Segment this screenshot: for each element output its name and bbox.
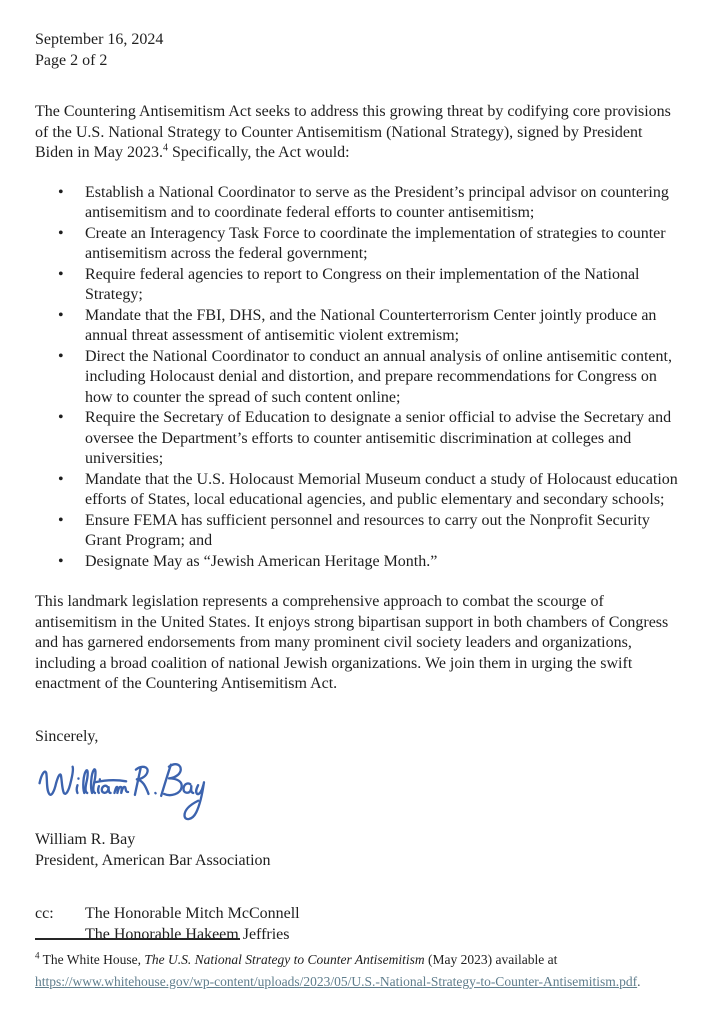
cc-recipient: The Honorable Mitch McConnell bbox=[85, 905, 300, 922]
footnote bbox=[35, 938, 684, 992]
footnote-number: 4 bbox=[35, 950, 40, 961]
cc-label: cc: bbox=[35, 905, 54, 922]
intro-text-after-ref: Specifically, the Act would: bbox=[168, 144, 350, 161]
list-item: • Require the Secretary of Education to designate a senior official to advise the Secretary and oversee the Department’s efforts to counter antisemitic discrimination at colleges and universities; bbox=[35, 408, 684, 470]
list-item: • Establish a National Coordinator to serve as the President’s principal advisor on countering antisemitism and to coordinate federal efforts to counter antisemitism; bbox=[35, 183, 684, 224]
page-number: Page 2 of 2 bbox=[35, 51, 108, 69]
cc-recipient: The Honorable Hakeem Jeffries bbox=[85, 925, 290, 943]
signer-name: William R. Bay bbox=[35, 831, 136, 848]
signature-ink-strokes bbox=[33, 756, 229, 828]
footnote-hyperlink[interactable]: https://www.whitehouse.gov/wp-content/uploads/2023/05/U.S.-National-Strategy-to-Counter-Antisemitism.pdf bbox=[35, 973, 638, 989]
footnote-reference-marker: 4 bbox=[163, 142, 168, 154]
list-item: • Create an Interagency Task Force to coordinate the implementation of strategies to counter antisemitism across the federal government; bbox=[35, 224, 684, 265]
footnote-text bbox=[35, 949, 684, 992]
act-provisions-list bbox=[35, 183, 684, 573]
intro-text: The Countering Antisemitism Act seeks to address this growing threat by codifying core provisions of the U.S. National Strategy to Counter Antisemitism (National Strategy), signed by President Biden in May 2023. bbox=[35, 103, 671, 161]
list-item: • Designate May as “Jewish American Heritage Month.” bbox=[35, 552, 684, 573]
list-item: • Ensure FEMA has sufficient personnel and resources to carry out the Nonprofit Security Grant Program; and bbox=[35, 511, 684, 552]
letter-date: September 16, 2024 bbox=[35, 31, 164, 48]
list-item: • Require federal agencies to report to Congress on their implementation of the National Strategy; bbox=[35, 265, 684, 306]
footnote-text-before-italic: The White House, bbox=[39, 952, 145, 967]
list-item: • Mandate that the FBI, DHS, and the National Counterterrorism Center jointly produce an annual threat assessment of antisemitic violent extremism; bbox=[35, 306, 684, 347]
handwritten-signature bbox=[33, 756, 684, 828]
intro-paragraph bbox=[35, 102, 684, 164]
salutation: Sincerely, bbox=[35, 727, 99, 745]
footnote-separator bbox=[35, 938, 240, 940]
signer-title: President, American Bar Association bbox=[35, 851, 271, 869]
signature-block bbox=[35, 830, 684, 871]
dateline bbox=[35, 30, 684, 71]
closing-paragraph: This landmark legislation represents a comprehensive approach to combat the scourge of antisemitism in the United States. It enjoys strong bipartisan support in both chambers of Congress and has garnered endorsements from many prominent civil society leaders and organizations, including a broad coalition of national Jewish organizations. We join them in urging the swift enactment of the Countering Antisemitism Act. bbox=[35, 593, 669, 692]
footnote-text-after-italic: (May 2023) available at bbox=[424, 952, 558, 967]
footnote-period: . bbox=[637, 973, 641, 989]
list-item: • Direct the National Coordinator to conduct an annual analysis of online antisemitic content, including Holocaust denial and distortion, and prepare recommendations for Congress on how to counter the spread of such content online; bbox=[35, 347, 684, 409]
footnote-italic-title: The U.S. National Strategy to Counter Antisemitism bbox=[144, 952, 425, 967]
list-item: • Mandate that the U.S. Holocaust Memorial Museum conduct a study of Holocaust education efforts of States, local educational agencies, and public elementary and secondary schools; bbox=[35, 470, 684, 511]
